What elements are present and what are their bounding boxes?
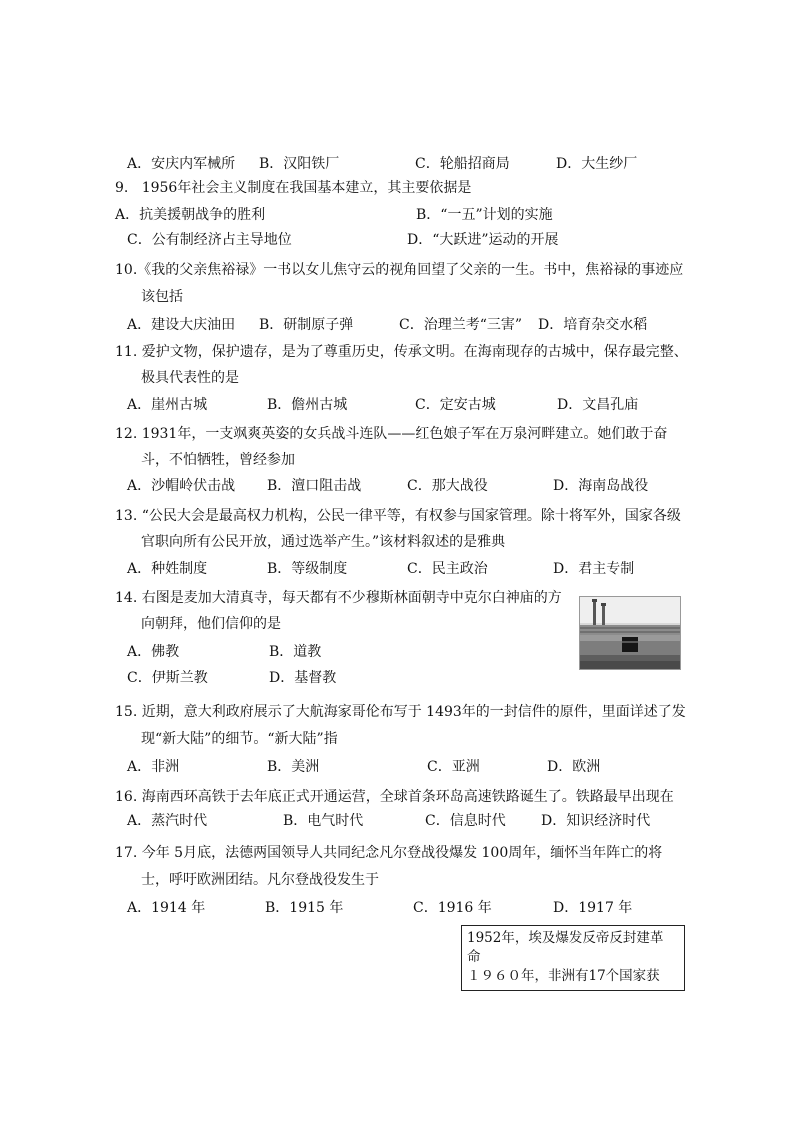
q12-option-c: C．那大战役 <box>407 478 488 494</box>
q16-option-d: D．知识经济时代 <box>541 813 651 829</box>
q17-stem-line2: 士，呼吁欧洲团结。凡尔登战役发生于 <box>141 872 379 888</box>
q13-option-c: C．民主政治 <box>407 561 488 577</box>
q17-option-c: C．1916 年 <box>413 900 492 916</box>
q17-stem-line1: 17. 今年 5月底，法德两国领导人共同纪念凡尔登战役爆发 100周年，缅怀当年阵亡的将 <box>115 845 663 861</box>
q9-option-d: D．“大跃进”运动的开展 <box>407 232 559 248</box>
q8-option-d: D．大生纱厂 <box>556 156 638 172</box>
q15-stem-line1: 15. 近期，意大利政府展示了大航海家哥伦布写于 1493年的一封信件的原件，里面详述了发 <box>115 704 686 720</box>
q15-option-b: B．美洲 <box>267 759 320 775</box>
q11-option-d: D．文昌孔庙 <box>557 397 639 413</box>
q14-option-b: B．道教 <box>269 644 322 660</box>
q10-stem-line2: 该包括 <box>141 289 183 305</box>
q17-option-b: B．1915 年 <box>265 900 344 916</box>
material-line-3: １９６０年，非洲有17个国家获 <box>467 968 660 984</box>
q13-stem-line2: 官职向所有公民开放，通过选举产生。”该材料叙述的是雅典 <box>141 534 506 550</box>
q8-option-a: A．安庆内军械所 <box>127 156 236 172</box>
q10-stem-line1: 10.《我的父亲焦裕禄》一书以女儿焦守云的视角回望了父亲的一生。书中，焦裕禄的事迹应 <box>115 262 684 278</box>
q15-option-a: A．非洲 <box>127 759 180 775</box>
q13-option-b: B．等级制度 <box>267 561 348 577</box>
q16-option-b: B．电气时代 <box>283 813 364 829</box>
q15-option-c: C．亚洲 <box>427 759 480 775</box>
q13-stem-line1: 13. “公民大会是最高权力机构，公民一律平等，有权参与国家管理。除十将军外，国家各级 <box>115 508 681 524</box>
q10-option-d: D．培育杂交水稻 <box>538 317 648 333</box>
q9-option-c: C．公有制经济占主导地位 <box>127 232 292 248</box>
q13-option-a: A．种姓制度 <box>127 561 208 577</box>
q12-stem-line1: 12. 1931年，一支飒爽英姿的女兵战斗连队——红色娘子军在万泉河畔建立。她们敢于奋 <box>115 426 668 442</box>
q10-option-b: B．研制原子弹 <box>259 317 354 333</box>
material-box <box>461 925 685 991</box>
q11-stem-line1: 11. 爱护文物，保护遗存，是为了尊重历史，传承文明。在海南现存的古城中，保存最完整、 <box>115 344 688 360</box>
q16-option-a: A．蒸汽时代 <box>127 813 208 829</box>
q16-stem: 16. 海南西环高铁于去年底正式开通运营，全球首条环岛高速铁路诞生了。铁路最早出现在 <box>115 789 674 805</box>
q9-stem: 9. 1956年社会主义制度在我国基本建立，其主要依据是 <box>115 180 472 196</box>
q10-option-c: C．治理兰考“三害” <box>399 317 523 333</box>
q12-stem-line2: 斗，不怕牺牲，曾经参加 <box>141 452 295 468</box>
q11-stem-line2: 极具代表性的是 <box>141 370 239 386</box>
q12-option-a: A．沙帽岭伏击战 <box>127 478 236 494</box>
q12-option-d: D．海南岛战役 <box>553 478 649 494</box>
q15-option-d: D．欧洲 <box>547 759 601 775</box>
mecca-mosque-photo <box>579 596 681 670</box>
q16-option-c: C．信息时代 <box>425 813 506 829</box>
q8-option-c: C．轮船招商局 <box>415 156 510 172</box>
q17-option-d: D．1917 年 <box>553 900 633 916</box>
q14-option-c: C．伊斯兰教 <box>127 670 208 686</box>
q15-stem-line2: 现“新大陆”的细节。“新大陆”指 <box>141 731 338 747</box>
q9-option-b: B．“一五”计划的实施 <box>416 207 553 223</box>
q14-option-a: A．佛教 <box>127 644 180 660</box>
material-line-1: 1952年，埃及爆发反帝反封建革 <box>467 930 664 946</box>
q13-option-d: D．君主专制 <box>553 561 635 577</box>
q11-option-b: B．儋州古城 <box>267 397 348 413</box>
q8-option-b: B．汉阳铁厂 <box>259 156 340 172</box>
q9-option-a: A．抗美援朝战争的胜利 <box>115 207 266 223</box>
q11-option-a: A．崖州古城 <box>127 397 208 413</box>
q14-stem-line2: 向朝拜，他们信仰的是 <box>141 616 281 632</box>
q14-option-d: D．基督教 <box>269 670 337 686</box>
q17-option-a: A．1914 年 <box>127 900 206 916</box>
q10-option-a: A．建设大庆油田 <box>127 317 236 333</box>
q12-option-b: B．澶口阻击战 <box>267 478 362 494</box>
q14-stem-line1: 14. 右图是麦加大清真寺，每天都有不少穆斯林面朝寺中克尔白神庙的方 <box>115 590 562 606</box>
q11-option-c: C．定安古城 <box>415 397 496 413</box>
material-line-2: 命 <box>467 949 481 965</box>
